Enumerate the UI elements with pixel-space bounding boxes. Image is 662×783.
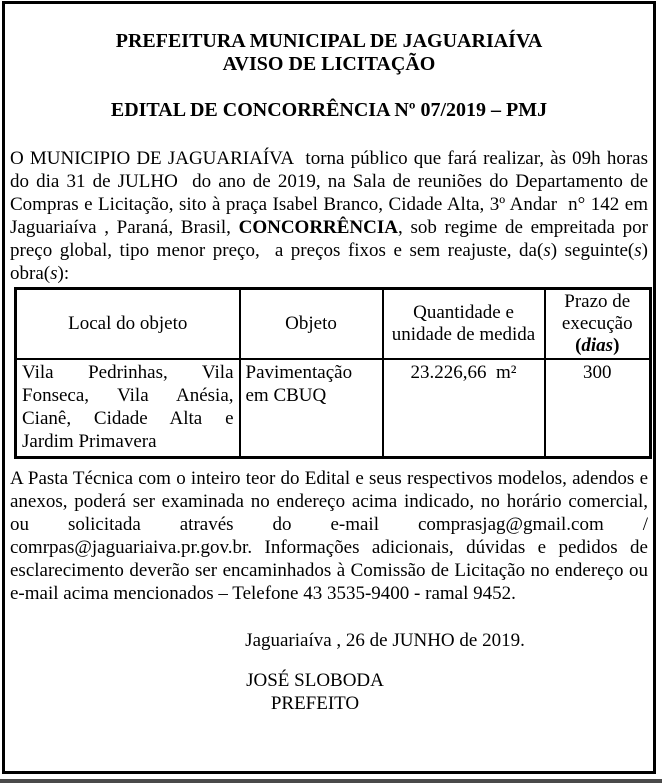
cell-objeto: Pavimentação em CBUQ xyxy=(240,359,383,458)
table-row xyxy=(16,359,651,458)
page-border xyxy=(2,1,656,774)
document-header xyxy=(10,30,648,76)
col-header-quantidade: Quantidade e unidade de medida xyxy=(383,289,545,360)
signature-title: PREFEITO xyxy=(270,693,360,714)
col-header-local: Local do objeto xyxy=(16,289,240,360)
info-paragraph: A Pasta Técnica com o inteiro teor do Edital e seus respectivos modelos, adendos e anexos, poderá ser examinada no endereço acima indicado, no horário comercial, ou solicitada através do e-mail comprasjag@gmail.com / comrpas@jaguariaiva.pr.gov.br. Informações adicionais, dúvidas e pedidos de esclarecimento deverão ser encaminhados à Comissão de Licitação no endereço ou e-mail acima mencionados – Telefone 43 3535-9400 - ramal 9452. xyxy=(10,468,653,604)
page-content xyxy=(5,4,653,771)
signature-name: JOSÉ SLOBODA xyxy=(246,670,384,691)
col-header-prazo: Prazo de execução (dias) xyxy=(545,289,651,360)
document-title: PREFEITURA MUNICIPAL DE JAGUARIAÍVA xyxy=(115,30,543,52)
notice-type-title: AVISO DE LICITAÇÃO xyxy=(222,53,436,75)
date-text: Jaguariaíva , 26 de JUNHO de 2019. xyxy=(245,630,525,651)
cell-prazo: 300 xyxy=(545,359,651,458)
signature-block xyxy=(10,669,648,715)
date-line xyxy=(10,629,648,652)
col-header-objeto: Objeto xyxy=(240,289,383,360)
table-header-row xyxy=(16,289,651,360)
intro-paragraph: O MUNICIPIO DE JAGUARIAÍVA torna público que fará realizar, às 09h horas do dia 31 de JULHO do ano de 2019, na Sala de reuniões do Departamento de Compras e Licitação, sito à praça Isabel Branco, Cidade Alta, 3º Andar n° 142 em Jaguariaíva , Paraná, Brasil, CONCORRÊNCIA, sob regime de empreitada por preço global, tipo menor preço, a preços fixos e sem reajuste, da(s) seguinte(s) obra(s): xyxy=(10,148,653,284)
edital-heading: EDITAL DE CONCORRÊNCIA Nº 07/2019 – PMJ xyxy=(110,99,548,121)
cell-quantidade: 23.226,66 m² xyxy=(383,359,545,458)
cell-local: Vila Pedrinhas, Vila Fonseca, Vila Anésia, Cianê, Cidade Alta e Jardim Primavera xyxy=(16,359,240,458)
works-table xyxy=(14,287,652,459)
